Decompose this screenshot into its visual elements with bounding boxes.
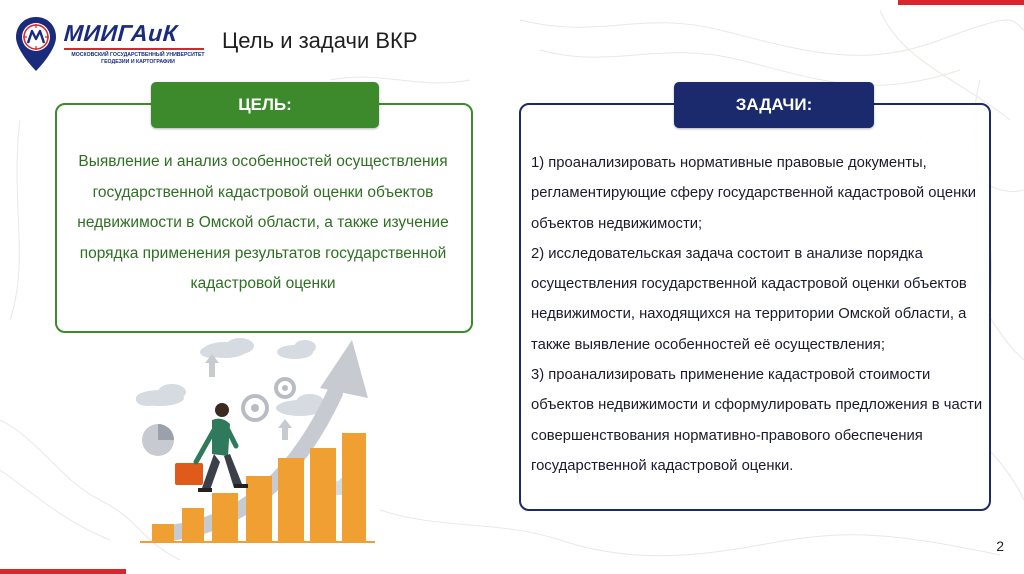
tasks-list <box>531 148 983 481</box>
bottom-accent-bar <box>0 569 126 574</box>
logo-title: МИИГАиК <box>63 20 179 46</box>
goal-header: ЦЕЛЬ: <box>151 82 379 128</box>
logo-underline <box>64 48 204 50</box>
university-logo <box>14 16 214 74</box>
task-item-2: 2) исследовательская задача состоит в анализе порядка осуществления государственной кадастровой оценки объектов недвижимости, находящихся на территории Омской области, а также выявление особенностей её осуществления; <box>531 245 967 353</box>
page-number: 2 <box>996 538 1004 554</box>
task-item-1: 1) проанализировать нормативные правовые документы, регламентирующие сферу государственной кадастровой оценки объектов недвижимости; <box>531 155 976 232</box>
goal-text: Выявление и анализ особенностей осуществления государственной кадастровой оценки объектов недвижимости в Омской области, а также изучение порядка применения результатов государственной кадастровой оценки <box>77 153 449 292</box>
compass-pin-icon <box>14 16 58 72</box>
task-item-3: 3) проанализировать применение кадастровой стоимости объектов недвижимости и сформулировать предложения в части совершенствования нормативно-правового обеспечения государственной кадастровой оценки. <box>531 367 983 474</box>
page-title: Цель и задачи ВКР <box>222 28 418 53</box>
growth-stairs-illustration <box>130 338 390 548</box>
top-accent-bar <box>898 0 1024 5</box>
tasks-header: ЗАДАЧИ: <box>674 82 874 128</box>
logo-subtitle: МОСКОВСКИЙ ГОСУДАРСТВЕННЫЙ УНИВЕРСИТЕТ ГЕОДЕЗИИ И КАРТОГРАФИИ <box>71 52 205 65</box>
